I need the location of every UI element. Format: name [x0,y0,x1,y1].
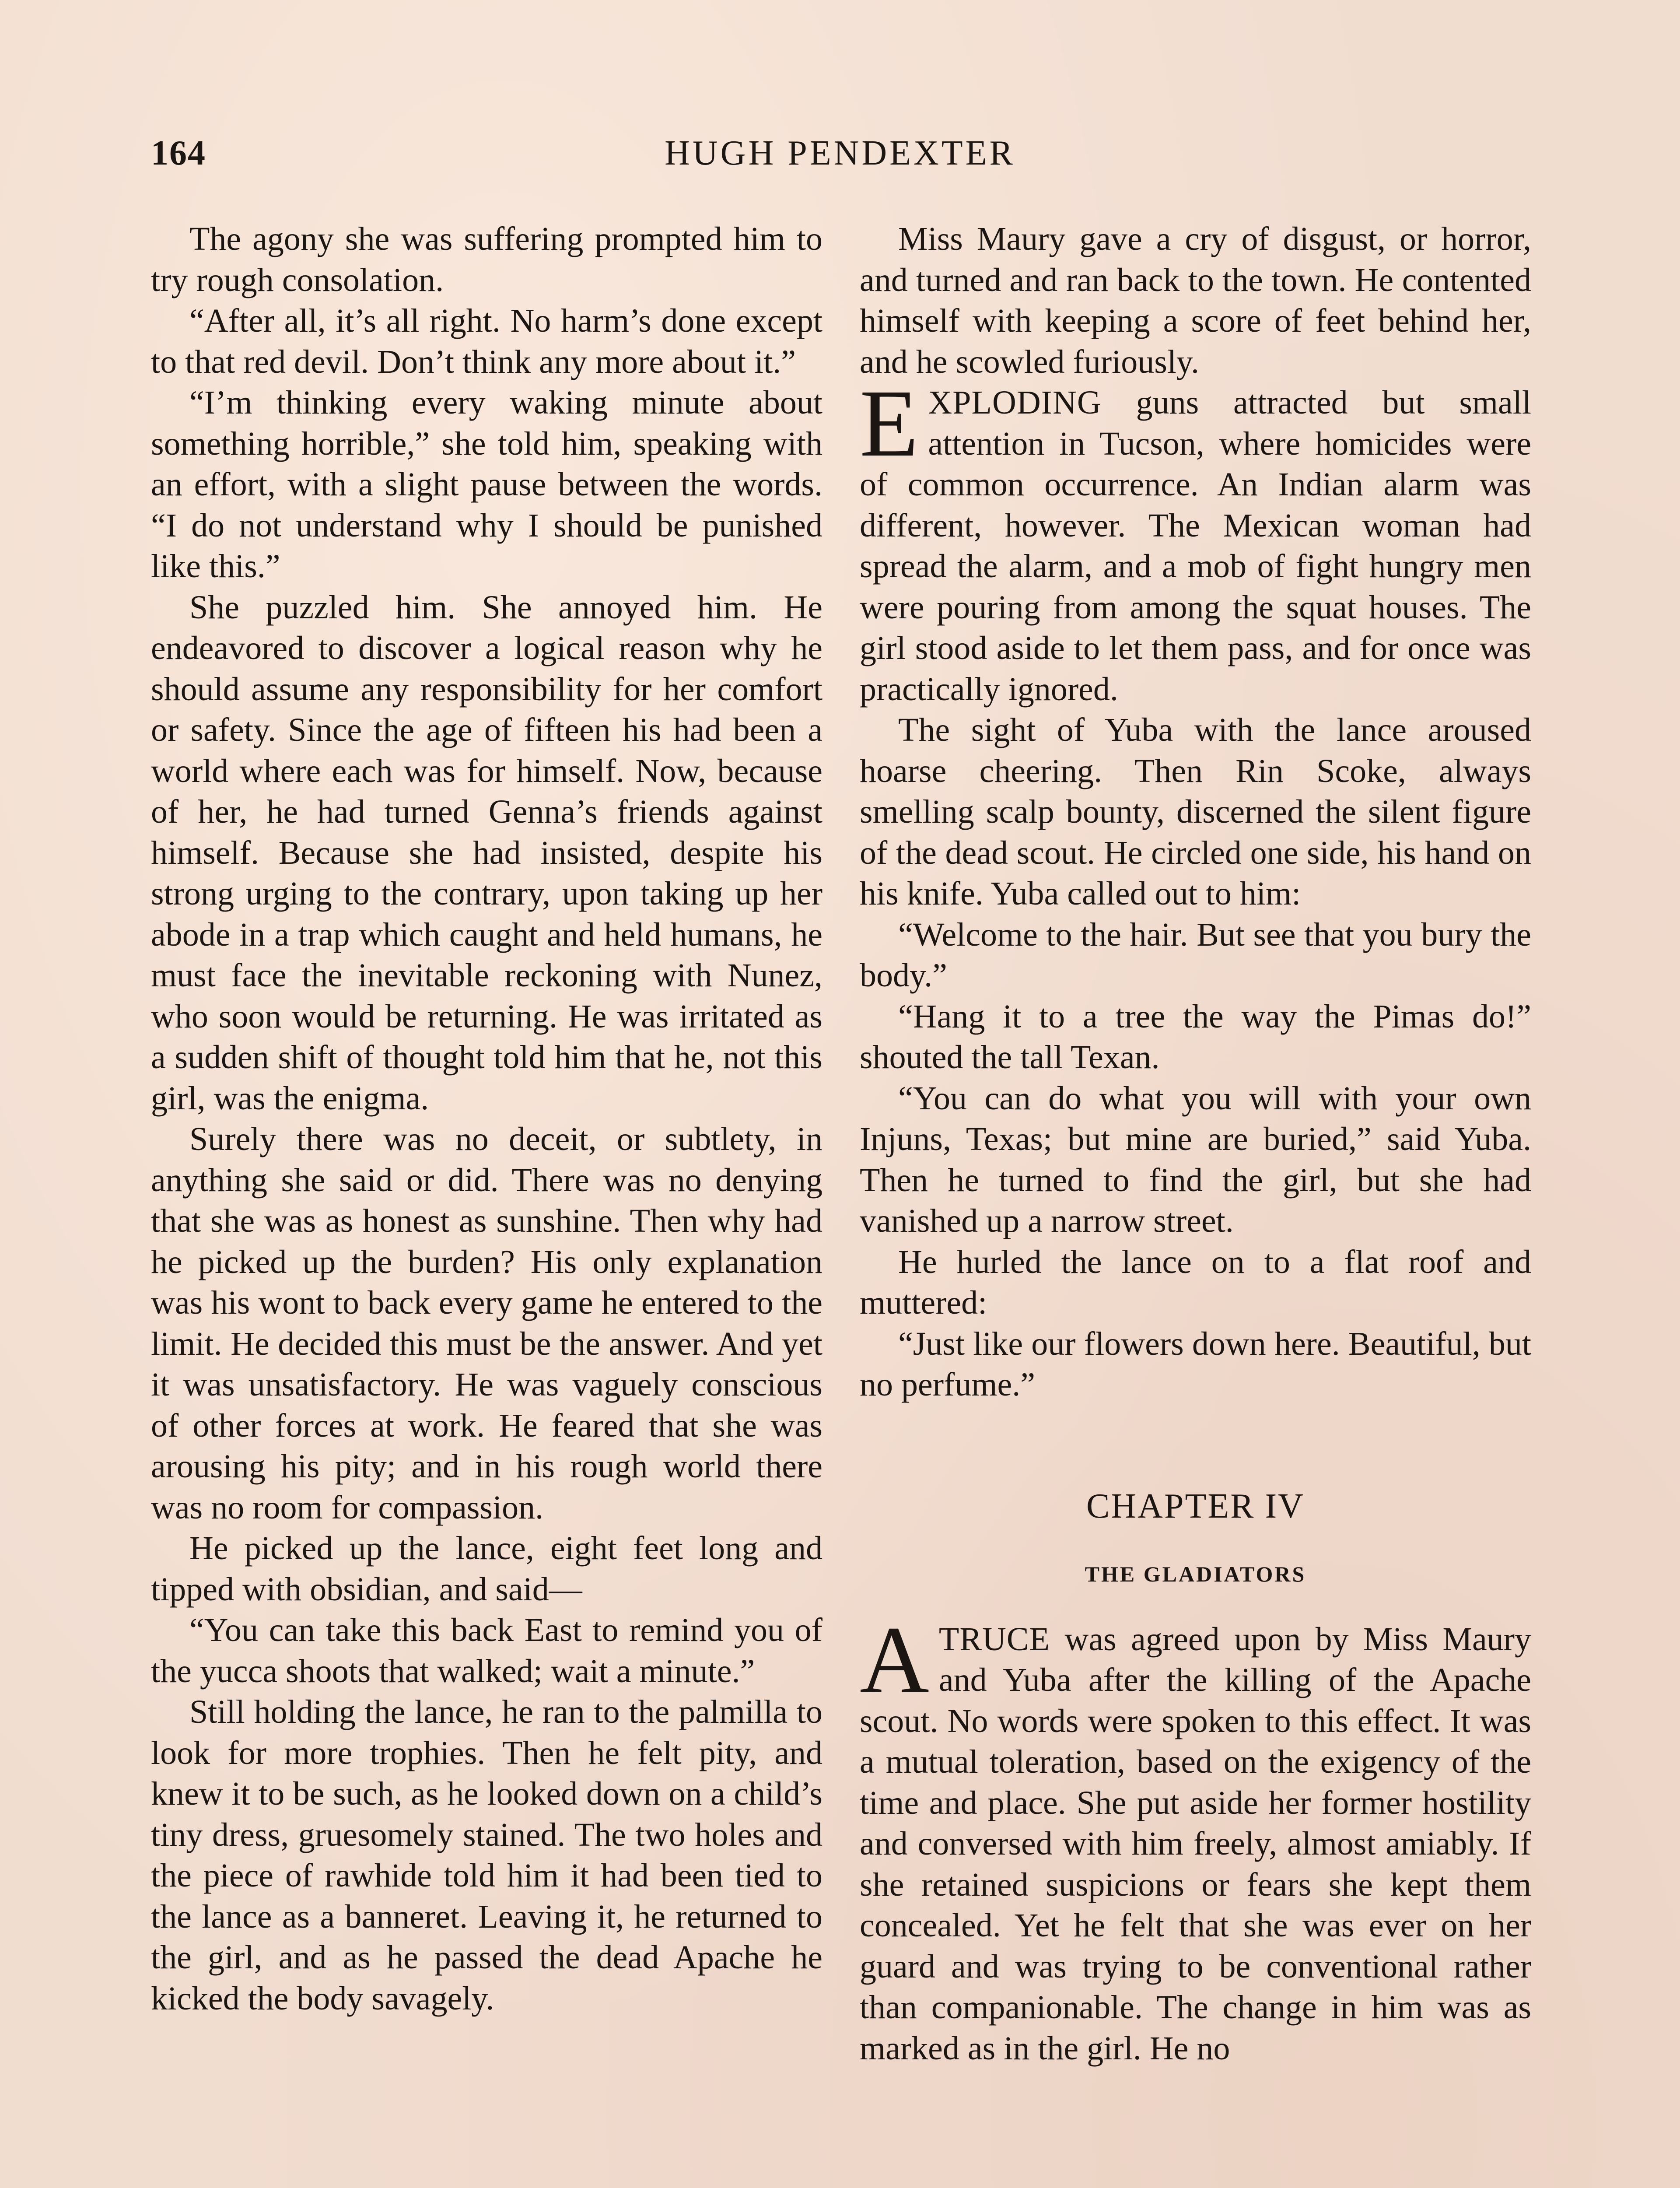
paragraph: “You can do what you will with your own Injuns, Texas; but mine are buried,” said Yuba. Then he turned to find the girl, but she had vanished up a narrow street. [860,1080,1531,1239]
chapter-subtitle: THE GLADIATORS [1085,1561,1306,1586]
paragraph: The agony she was suffering prompted him to try rough consolation. [151,221,822,298]
paragraph: “I’m thinking every waking minute about something horrible,” she told him, speaking with an effort, with a slight pause between the words. “I do not understand why I should be punished like this.” [151,384,822,585]
paragraph: “Welcome to the hair. But see that you bury the body.” [860,916,1531,994]
page-number: 164 [151,134,206,172]
paragraph: “After all, it’s all right. No harm’s done except to that red devil. Don’t think any more about it.” [151,302,822,380]
left-column [151,219,822,2019]
paragraph-text: was agreed upon by Miss Maury and Yuba after the killing of the Apache scout. No words were spoken to this effect. It was a mutual toleration, based on the exigency of the time and place. She put aside her former hostility and conversed with him freely, almost amiably. If she retained suspicions or fears she kept them concealed. Yet he felt that she was ever on her guard and was trying to be conventional rather than companionable. The change in him was as marked as in the girl. He no [860,1620,1531,2067]
paragraph: Surely there was no deceit, or subtlety, in anything she said or did. There was no denying that she was as honest as sunshine. Then why had he picked up the burden? His only explanation was his wont to back every game he entered to the limit. He decided this must be the answer. And yet it was unsatisfactory. He was vaguely conscious of other forces at work. He feared that she was arousing his pity; and in his rough world there was no room for compassion. [151,1121,822,1526]
drop-cap: E [860,370,919,477]
running-title: HUGH PENDEXTER [665,134,1015,172]
paragraph: “Hang it to a tree the way the Pimas do!” shouted the tall Texan. [860,998,1531,1076]
drop-cap: A [860,1606,929,1713]
paragraph: “You can take this back East to remind you of the yucca shoots that walked; wait a minute.” [151,1612,822,1690]
right-column [860,219,1531,2069]
paragraph-text: guns attracted but small attention in Tucson, where homicides were of common occurrence. An Indian alarm was different, however. The Mexican woman had spread the alarm, and a mob of fight hungry men were pouring from among the squat houses. The girl stood aside to let them pass, and for once was practically ignored. [860,384,1531,708]
paragraph: He hurled the lance on to a flat roof and muttered: [860,1243,1531,1321]
chapter-opening-paragraph [860,1606,1531,2069]
paragraph: “Just like our flowers down here. Beautiful, but no perfume.” [860,1325,1531,1403]
lead-word: XPLODING [928,384,1102,421]
paragraph: He picked up the lance, eight feet long and tipped with obsidian, and said— [151,1530,822,1608]
chapter-heading: CHAPTER IV [1086,1487,1305,1525]
section-opening-paragraph [860,370,1531,710]
paragraph: She puzzled him. She annoyed him. He endeavored to discover a logical reason why he should assume any responsibility for her comfort or safety. Since the age of fifteen his had been a world where each was for himself. Now, because of her, he had turned Genna’s friends against himself. Because she had insisted, despite his strong urging to the contrary, upon taking up her abode in a trap which caught and held humans, he must face the inevitable reckoning with Nunez, who soon would be returning. He was irritated as a sudden shift of thought told him that he, not this girl, was the enigma. [151,589,822,1117]
paragraph: Miss Maury gave a cry of disgust, or horror, and turned and ran back to the town. He contented himself with keeping a score of feet behind her, and he scowled furiously. [860,221,1531,380]
running-head [151,133,1529,182]
paragraph: Still holding the lance, he ran to the palmilla to look for more trophies. Then he felt pity, and knew it to be such, as he looked down on a child’s tiny dress, gruesomely stained. The two holes and the piece of rawhide told him it had been tied to the lance as a banneret. Leaving it, he returned to the girl, and as he passed the dead Apache he kicked the body savagely. [151,1694,822,2017]
paragraph: The sight of Yuba with the lance aroused hoarse cheering. Then Rin Scoke, always smelling scalp bounty, discerned the silent figure of the dead scout. He circled one side, his hand on his knife. Yuba called out to him: [860,712,1531,912]
lead-word: TRUCE [938,1620,1050,1658]
